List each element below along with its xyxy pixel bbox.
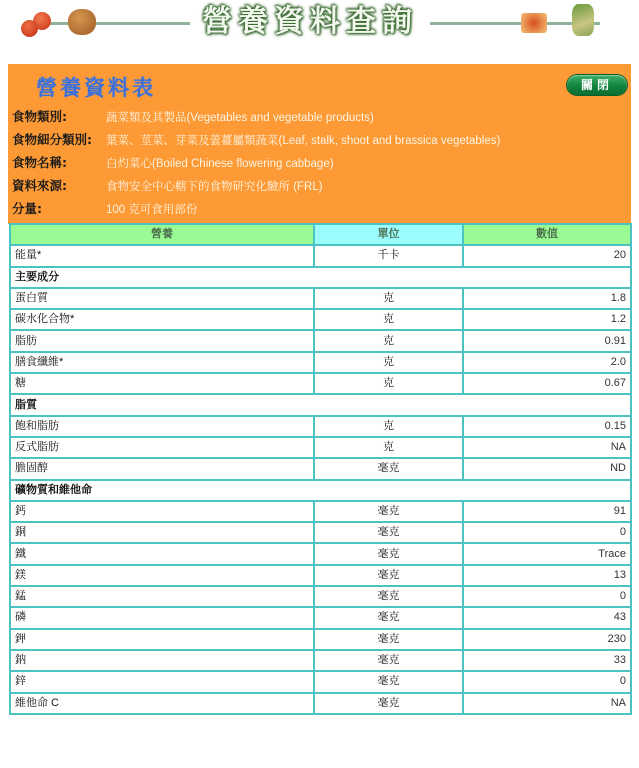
- nutrient-value: 0: [463, 522, 631, 543]
- nutrient-value: NA: [463, 693, 631, 714]
- info-label: 食物細分類別:: [12, 132, 92, 147]
- nutrient-value: 1.8: [463, 288, 631, 309]
- table-row: [10, 565, 631, 586]
- table-row: [10, 693, 631, 714]
- table-header-row: [10, 224, 631, 245]
- table-row: [10, 586, 631, 607]
- nutrient-name: 鈣: [10, 501, 314, 522]
- nutrient-value: Trace: [463, 543, 631, 564]
- nutrient-name: 反式脂肪: [10, 437, 314, 458]
- nutrient-name: 鐵: [10, 543, 314, 564]
- header-unit: 單位: [314, 224, 463, 245]
- nutrient-value: 2.0: [463, 352, 631, 373]
- info-food-category: [12, 105, 374, 128]
- panel-title: 營養資料表: [36, 76, 156, 100]
- nutrient-value: 13: [463, 565, 631, 586]
- table-row: [10, 288, 631, 309]
- table-row: [10, 352, 631, 373]
- section-heading: 主要成分: [10, 267, 631, 288]
- table-row: [10, 543, 631, 564]
- nutrient-unit: 克: [314, 373, 463, 394]
- nutrient-unit: 千卡: [314, 245, 463, 266]
- section-heading: 脂質: [10, 394, 631, 415]
- table-row: [10, 416, 631, 437]
- nutrient-unit: 克: [314, 437, 463, 458]
- table-row: [10, 309, 631, 330]
- table-row: [10, 458, 631, 479]
- nutrient-unit: 毫克: [314, 565, 463, 586]
- banner-line-left: [40, 22, 190, 25]
- nutrient-unit: 克: [314, 330, 463, 351]
- nutrient-name: 蛋白質: [10, 288, 314, 309]
- info-value: 100 克可食用部份: [106, 204, 198, 216]
- header-value: 數值: [463, 224, 631, 245]
- info-food-name: [12, 151, 334, 174]
- nutrient-value: 0.67: [463, 373, 631, 394]
- table-row: [10, 607, 631, 628]
- close-button[interactable]: 關閉: [567, 75, 627, 95]
- nutrient-value: 230: [463, 629, 631, 650]
- nutrient-name: 銅: [10, 522, 314, 543]
- info-serving-size: [12, 197, 197, 220]
- nutrient-name: 鈉: [10, 650, 314, 671]
- table-row: [10, 245, 631, 266]
- nutrient-unit: 毫克: [314, 650, 463, 671]
- info-value: 蔬菜類及其製品(Vegetables and vegetable products): [106, 112, 374, 124]
- page-banner: [0, 0, 639, 50]
- nutrient-name: 鎂: [10, 565, 314, 586]
- info-label: 分量:: [12, 201, 42, 216]
- nutrient-unit: 毫克: [314, 693, 463, 714]
- nutrient-unit: 毫克: [314, 543, 463, 564]
- nutrient-name: 糖: [10, 373, 314, 394]
- nutrient-unit: 克: [314, 309, 463, 330]
- table-row: [10, 330, 631, 351]
- info-value: 白灼菜心(Boiled Chinese flowering cabbage): [106, 158, 334, 170]
- table-row: [10, 437, 631, 458]
- table-row: [10, 501, 631, 522]
- page-title: 營養資料查詢: [190, 4, 430, 40]
- table-body: [10, 245, 631, 714]
- tomato-image-2: [21, 20, 38, 37]
- info-value: 食物安全中心轄下的食物研究化驗所 (FRL): [106, 181, 323, 193]
- nutrient-value: 0.91: [463, 330, 631, 351]
- nutrient-value: 0.15: [463, 416, 631, 437]
- section-row: [10, 267, 631, 288]
- nutrient-name: 飽和脂肪: [10, 416, 314, 437]
- table-row: [10, 671, 631, 692]
- nutrient-name: 膽固醇: [10, 458, 314, 479]
- table-row: [10, 629, 631, 650]
- nutrient-value: 0: [463, 586, 631, 607]
- info-label: 資料來源:: [12, 178, 67, 193]
- info-label: 食物名稱:: [12, 155, 67, 170]
- section-row: [10, 394, 631, 415]
- nutrient-name: 維他命 C: [10, 693, 314, 714]
- table-row: [10, 373, 631, 394]
- nutrient-name: 能量*: [10, 245, 314, 266]
- nutrient-unit: 毫克: [314, 522, 463, 543]
- nutrient-unit: 毫克: [314, 671, 463, 692]
- nutrient-value: 20: [463, 245, 631, 266]
- nutrient-name: 錳: [10, 586, 314, 607]
- nutrition-info-panel: [8, 64, 631, 224]
- nutrient-name: 膳食纖維*: [10, 352, 314, 373]
- nutrient-value: 33: [463, 650, 631, 671]
- nutrient-value: 0: [463, 671, 631, 692]
- nutrient-unit: 毫克: [314, 458, 463, 479]
- header-nutrient: 營養: [10, 224, 314, 245]
- nutrient-unit: 克: [314, 288, 463, 309]
- nutrient-unit: 毫克: [314, 607, 463, 628]
- info-label: 食物類別:: [12, 109, 67, 124]
- section-row: [10, 480, 631, 501]
- nutrient-unit: 毫克: [314, 586, 463, 607]
- nutrient-unit: 克: [314, 352, 463, 373]
- nutrient-unit: 毫克: [314, 501, 463, 522]
- section-heading: 礦物質和維他命: [10, 480, 631, 501]
- table-row: [10, 650, 631, 671]
- nutrient-name: 脂肪: [10, 330, 314, 351]
- nutrient-name: 碳水化合物*: [10, 309, 314, 330]
- pizza-image: [521, 13, 547, 33]
- bread-image: [68, 9, 96, 35]
- nutrient-name: 鋅: [10, 671, 314, 692]
- nutrient-value: ND: [463, 458, 631, 479]
- nutrient-name: 鉀: [10, 629, 314, 650]
- info-data-source: [12, 174, 323, 197]
- table-row: [10, 522, 631, 543]
- nutrient-value: 91: [463, 501, 631, 522]
- nutrient-unit: 克: [314, 416, 463, 437]
- vegetable-image: [572, 4, 594, 36]
- nutrition-table: [9, 223, 632, 715]
- nutrient-value: NA: [463, 437, 631, 458]
- info-value: 葉菜、莖菜、芽菜及蕓薹屬類蔬菜(Leaf, stalk, shoot and brassica vegetables): [106, 135, 501, 147]
- info-food-subcategory: [12, 128, 500, 151]
- nutrient-unit: 毫克: [314, 629, 463, 650]
- nutrient-value: 43: [463, 607, 631, 628]
- nutrient-name: 磷: [10, 607, 314, 628]
- nutrient-value: 1.2: [463, 309, 631, 330]
